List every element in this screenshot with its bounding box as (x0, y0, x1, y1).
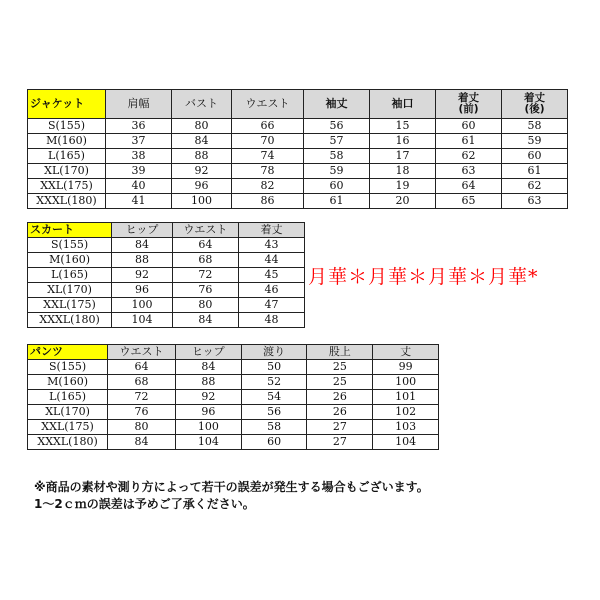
measurement-cell: 104 (373, 435, 439, 450)
size-label-cell: XXXL(180) (28, 313, 112, 328)
jacket-header-bust: バスト (172, 90, 232, 119)
table-row (28, 238, 305, 253)
measurement-cell: 57 (304, 134, 370, 149)
measurement-cell: 36 (106, 119, 172, 134)
measurement-cell: 26 (307, 390, 373, 405)
table-row (28, 360, 439, 375)
measurement-cell: 62 (502, 179, 568, 194)
measurement-cell: 58 (502, 119, 568, 134)
pants-header-length: 丈 (373, 345, 439, 360)
measurement-cell: 56 (304, 119, 370, 134)
measurement-cell: 92 (175, 390, 241, 405)
measurement-cell: 60 (502, 149, 568, 164)
measurement-cell: 102 (373, 405, 439, 420)
table-row (28, 313, 305, 328)
measurement-cell: 19 (370, 179, 436, 194)
table-row (28, 164, 568, 179)
note-line-1: ※商品の素材や測り方によって若干の誤差が発生する場合もございます。 (34, 480, 429, 494)
measurement-cell: 41 (106, 194, 172, 209)
measurement-cell: 17 (370, 149, 436, 164)
measurement-cell: 65 (436, 194, 502, 209)
measurement-cell: 100 (172, 194, 232, 209)
measurement-cell: 88 (175, 375, 241, 390)
size-label-cell: S(155) (28, 119, 106, 134)
measurement-cell: 61 (436, 134, 502, 149)
measurement-cell: 78 (232, 164, 304, 179)
measurement-cell: 88 (172, 149, 232, 164)
skirt-header-row (28, 223, 305, 238)
measurement-cell: 38 (106, 149, 172, 164)
pants-table-body (28, 360, 439, 450)
measurement-cell: 99 (373, 360, 439, 375)
measurement-cell: 16 (370, 134, 436, 149)
measurement-cell: 63 (502, 194, 568, 209)
measurement-cell: 96 (172, 179, 232, 194)
table-row (28, 194, 568, 209)
measurement-cell: 74 (232, 149, 304, 164)
skirt-header-waist: ウエスト (172, 223, 238, 238)
size-label-cell: XL(170) (28, 283, 112, 298)
measurement-cell: 61 (502, 164, 568, 179)
size-label-cell: XXL(175) (28, 420, 108, 435)
size-label-cell: S(155) (28, 360, 108, 375)
measurement-cell: 45 (238, 268, 304, 283)
table-row (28, 119, 568, 134)
measurement-cell: 56 (241, 405, 307, 420)
size-label-cell: L(165) (28, 149, 106, 164)
measurement-cell: 48 (238, 313, 304, 328)
measurement-cell: 101 (373, 390, 439, 405)
measurement-cell: 62 (436, 149, 502, 164)
pants-header-rise: 股上 (307, 345, 373, 360)
measurement-cell: 47 (238, 298, 304, 313)
measurement-cell: 20 (370, 194, 436, 209)
size-label-cell: L(165) (28, 268, 112, 283)
measurement-cell: 104 (175, 435, 241, 450)
measurement-cell: 92 (112, 268, 173, 283)
measurement-cell: 96 (112, 283, 173, 298)
measurement-cell: 52 (241, 375, 307, 390)
measurement-cell: 59 (502, 134, 568, 149)
measurement-cell: 76 (172, 283, 238, 298)
measurement-cell: 25 (307, 360, 373, 375)
size-label-cell: XL(170) (28, 405, 108, 420)
size-label-cell: XXL(175) (28, 179, 106, 194)
table-row (28, 268, 305, 283)
measurement-cell: 84 (172, 134, 232, 149)
measurement-cell: 50 (241, 360, 307, 375)
notes (34, 479, 429, 513)
pants-header-row (28, 345, 439, 360)
table-row (28, 375, 439, 390)
measurement-cell: 100 (373, 375, 439, 390)
skirt-size-table (27, 222, 305, 328)
watermark-text: 月華＊月華＊月華＊月華* (308, 266, 539, 288)
measurement-cell: 76 (108, 405, 176, 420)
skirt-header-hip: ヒップ (112, 223, 173, 238)
measurement-cell: 63 (436, 164, 502, 179)
table-row (28, 179, 568, 194)
measurement-cell: 64 (108, 360, 176, 375)
jacket-header-waist: ウエスト (232, 90, 304, 119)
size-label-cell: M(160) (28, 253, 112, 268)
measurement-cell: 80 (108, 420, 176, 435)
pants-size-table (27, 344, 439, 450)
measurement-cell: 104 (112, 313, 173, 328)
size-label-cell: XXXL(180) (28, 194, 106, 209)
measurement-cell: 46 (238, 283, 304, 298)
skirt-header-title: スカート (28, 223, 112, 238)
measurement-cell: 26 (307, 405, 373, 420)
measurement-cell: 60 (436, 119, 502, 134)
measurement-cell: 60 (304, 179, 370, 194)
measurement-cell: 80 (172, 119, 232, 134)
size-label-cell: XXXL(180) (28, 435, 108, 450)
measurement-cell: 61 (304, 194, 370, 209)
table-row (28, 253, 305, 268)
measurement-cell: 72 (108, 390, 176, 405)
measurement-cell: 103 (373, 420, 439, 435)
pants-header-thigh: 渡り (241, 345, 307, 360)
measurement-cell: 86 (232, 194, 304, 209)
measurement-cell: 88 (112, 253, 173, 268)
measurement-cell: 43 (238, 238, 304, 253)
jacket-header-shoulder: 肩幅 (106, 90, 172, 119)
measurement-cell: 84 (108, 435, 176, 450)
table-row (28, 420, 439, 435)
measurement-cell: 84 (112, 238, 173, 253)
table-row (28, 435, 439, 450)
measurement-cell: 80 (172, 298, 238, 313)
jacket-header-sleeve-length: 袖丈 (304, 90, 370, 119)
jacket-header-length-back: 着丈 (後) (502, 90, 568, 119)
measurement-cell: 15 (370, 119, 436, 134)
jacket-header-title: ジャケット (28, 90, 106, 119)
pants-header-waist: ウエスト (108, 345, 176, 360)
pants-header-hip: ヒップ (175, 345, 241, 360)
table-row (28, 149, 568, 164)
measurement-cell: 68 (172, 253, 238, 268)
measurement-cell: 72 (172, 268, 238, 283)
measurement-cell: 44 (238, 253, 304, 268)
measurement-cell: 27 (307, 420, 373, 435)
measurement-cell: 66 (232, 119, 304, 134)
skirt-table-body (28, 238, 305, 328)
measurement-cell: 96 (175, 405, 241, 420)
measurement-cell: 84 (175, 360, 241, 375)
measurement-cell: 100 (112, 298, 173, 313)
pants-header-title: パンツ (28, 345, 108, 360)
size-label-cell: XXL(175) (28, 298, 112, 313)
size-label-cell: XL(170) (28, 164, 106, 179)
size-label-cell: S(155) (28, 238, 112, 253)
size-label-cell: M(160) (28, 134, 106, 149)
measurement-cell: 70 (232, 134, 304, 149)
measurement-cell: 37 (106, 134, 172, 149)
measurement-cell: 100 (175, 420, 241, 435)
jacket-header-cuff: 袖口 (370, 90, 436, 119)
measurement-cell: 92 (172, 164, 232, 179)
skirt-header-length: 着丈 (238, 223, 304, 238)
measurement-cell: 25 (307, 375, 373, 390)
measurement-cell: 27 (307, 435, 373, 450)
measurement-cell: 59 (304, 164, 370, 179)
measurement-cell: 58 (241, 420, 307, 435)
measurement-cell: 40 (106, 179, 172, 194)
size-label-cell: M(160) (28, 375, 108, 390)
jacket-header-row (28, 90, 568, 119)
table-row (28, 283, 305, 298)
size-label-cell: L(165) (28, 390, 108, 405)
measurement-cell: 84 (172, 313, 238, 328)
measurement-cell: 64 (172, 238, 238, 253)
table-row (28, 405, 439, 420)
measurement-cell: 68 (108, 375, 176, 390)
jacket-table-body (28, 119, 568, 209)
measurement-cell: 18 (370, 164, 436, 179)
table-row (28, 298, 305, 313)
jacket-size-table (27, 89, 568, 209)
measurement-cell: 39 (106, 164, 172, 179)
table-row (28, 134, 568, 149)
note-line-2: 1～2ｃｍの誤差は予めご了承ください。 (34, 497, 255, 511)
jacket-header-length-front: 着丈 (前) (436, 90, 502, 119)
measurement-cell: 54 (241, 390, 307, 405)
measurement-cell: 82 (232, 179, 304, 194)
table-row (28, 390, 439, 405)
measurement-cell: 60 (241, 435, 307, 450)
measurement-cell: 64 (436, 179, 502, 194)
measurement-cell: 58 (304, 149, 370, 164)
